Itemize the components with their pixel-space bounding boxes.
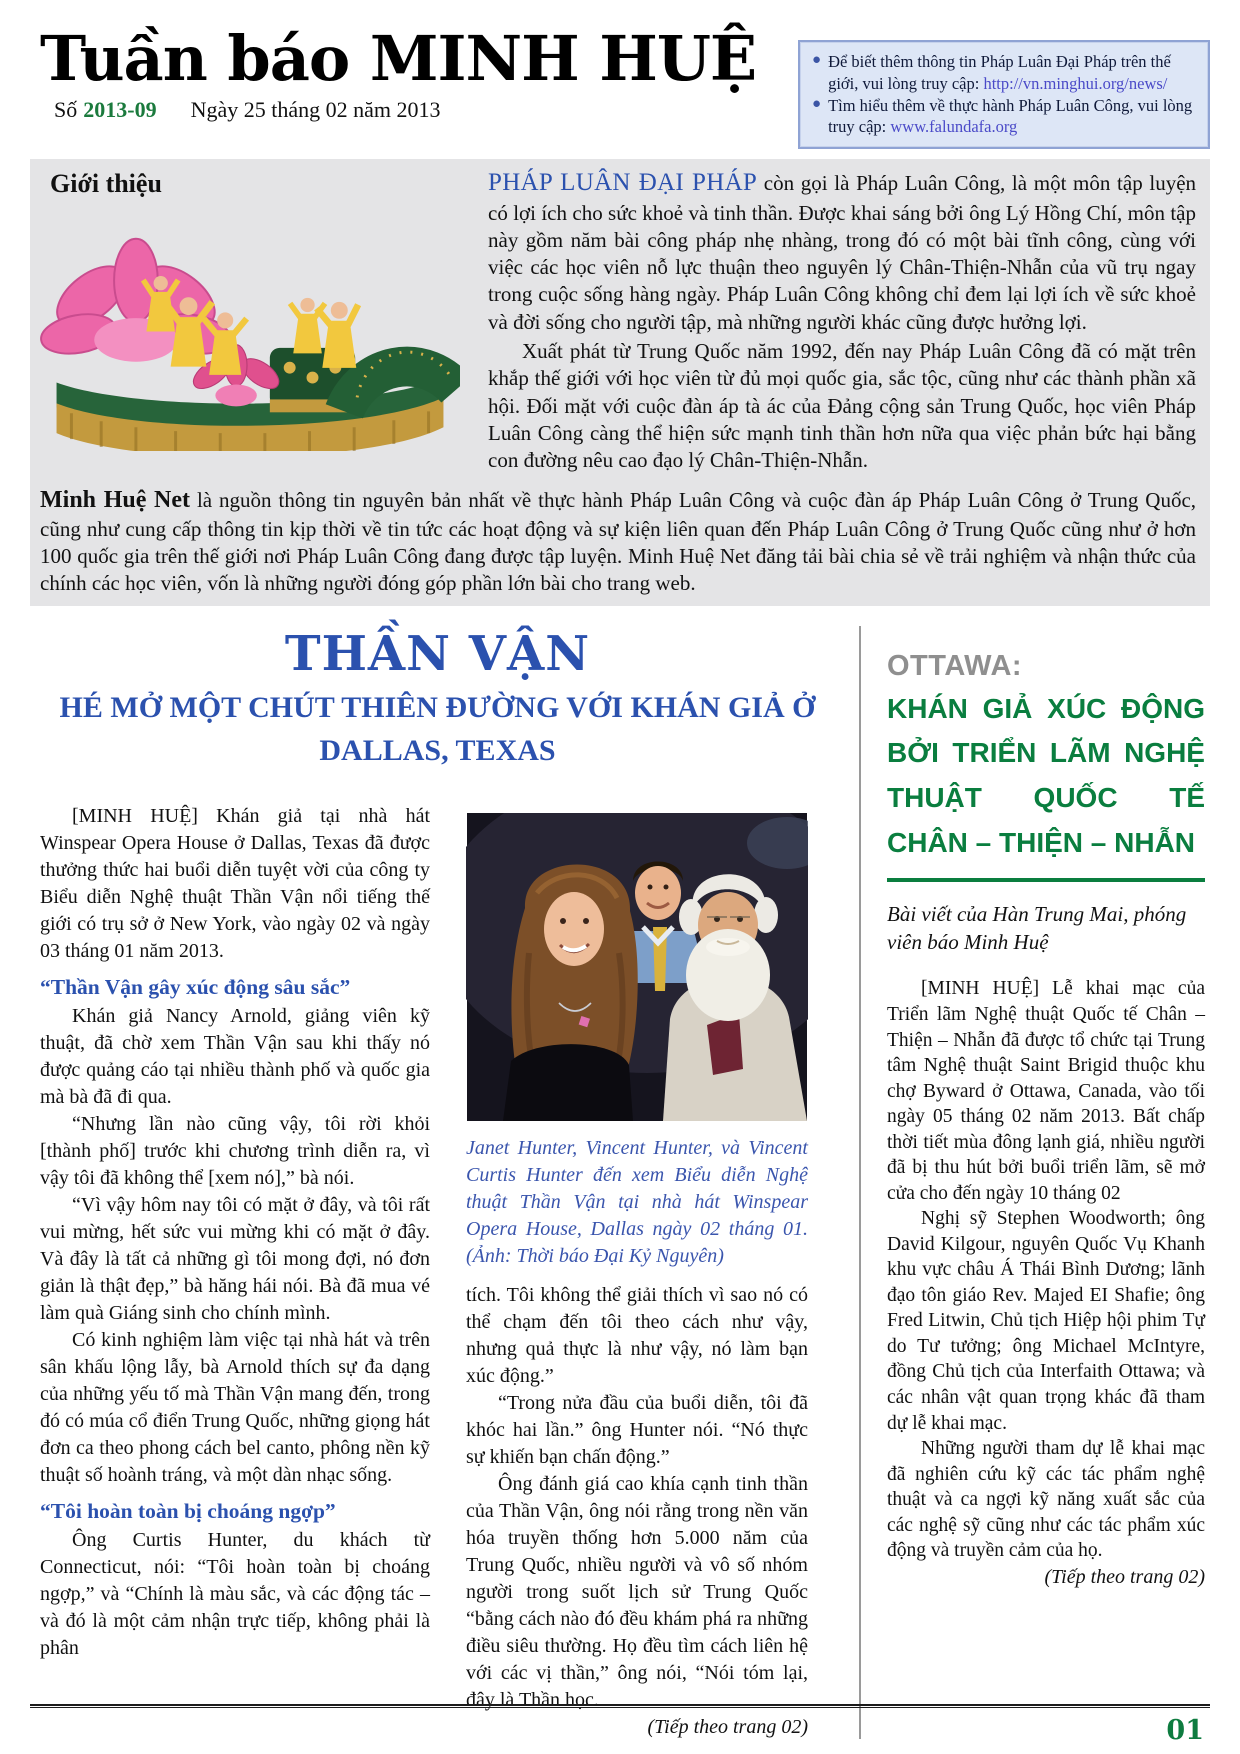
minh-hue-paragraph [40,475,1196,598]
paragraph: Những người tham dự lễ khai mạc đã nghiên cứu kỹ các tác phẩm nghệ thuật và ca ngợi kỹ năng xuất sắc của các nghệ sỹ cũng như các tác phẩm xúc động và truyền cảm của họ. [887,1438,1205,1562]
falundafa-link[interactable]: www.falundafa.org [890,117,1018,137]
page-number: 01 [1166,1715,1204,1746]
article-title: THẦN VẬN [284,625,591,682]
intro-paragraph-1-text: còn gọi là Pháp Luân Công, là một môn tập luyện có lợi ích cho sức khoẻ và tinh thần. Được khai sáng bởi ông Lý Hồng Chí, môn tập này gồm năm bài công pháp nhẹ nhàng, trong đó có một bài tĩnh công, cùng với việc các học viên nỗ lực thuận theo nguyên lý Chân-Thiện-Nhẫn của vũ trụ ngay trong cuộc sống hàng ngày. Pháp Luân Công không chỉ đem lại lợi ích về sức khoẻ và đời sống cho người tập, mà những người khác cũng được hưởng lợi. [488,171,1197,334]
header [0,0,1240,149]
paragraph: “Nhưng lần nào cũng vậy, tôi rời khỏi [thành phố] trước khi chương trình diễn ra, vì vậy tôi đã không thể [xem nó],” bà nói. [40,1112,430,1189]
article-columns [40,803,835,1739]
ottawa-article [887,626,1205,1739]
minh-hue-text: là nguồn thông tin nguyên bản nhất về thực hành Pháp Luân Công và cuộc đàn áp Pháp Luân Công ở Trung Quốc, cũng như cung cấp thông tin kịp thời về tin tức các hoạt động và sự kiện liên quan đến Pháp Luân Công ở Trung Quốc cũng như ở hơn 100 quốc gia trên thế giới nơi Pháp Luân Công đang được tập luyện. Minh Huệ Net đăng tải bài chia sẻ về trải nghiệm và nhận thức của chính các học viên, vốn là những người đóng góp phần lớn bài cho trang web. [40,487,1197,596]
paragraph: Ông đánh giá cao khía cạnh tinh thần của Thần Vận, ông nói rằng trong nền văn hóa truyền thống hơn 5.000 năm của Trung Quốc, nhiều người và vô số nhóm người trong suốt lịch sử Trung Quốc “bằng cách nào đó đều khám phá ra những điều siêu thường. Họ đều tìm cách liên hệ với các vị thần,” ông nói, “Nói tóm lại, đây là Thần học. [466,1472,808,1711]
paragraph: Có kinh nghiệm làm việc tại nhà hát và trên sân khấu lộng lẫy, bà Arnold thích sự đa dạng của những yếu tố mà Thần Vận mang đến, trong đó có múa cổ điển Trung Quốc, những giọng hát đơn ca theo phong cách bel canto, phông nền kỹ thuật số hoành tráng, và một dàn nhạc sống. [40,1328,430,1486]
paragraph: tích. Tôi không thể giải thích vì sao nó có thể chạm đến tôi theo cách như vậy, nhưng quả thực là như vậy, nó làm bạn xúc động.” [466,1283,808,1387]
issue-number: 2013-09 [83,97,157,123]
section-heading: “Tôi hoàn toàn bị choáng ngợp” [40,1498,336,1523]
intro-lead: PHÁP LUÂN ĐẠI PHÁP [488,169,758,197]
column-divider [859,626,861,1739]
issue-date: Ngày 25 tháng 02 năm 2013 [190,97,441,123]
minghui-link[interactable]: http://vn.minghui.org/news/ [983,73,1168,93]
continued-note: (Tiếp theo trang 02) [1044,1565,1205,1588]
minh-hue-lead: Minh Huệ Net [40,486,191,513]
info-item [810,51,1196,95]
section-heading: “Thần Vận gây xúc động sâu sắc” [40,974,351,999]
article-subtitle: HÉ MỞ MỘT CHÚT THIÊN ĐƯỜNG VỚI KHÁN GIẢ Ở DALLAS, TEXAS [59,690,816,768]
issue-line [40,97,756,123]
photo-caption: Janet Hunter, Vincent Hunter, và Vincent Curtis Hunter đến xem Biểu diễn Nghệ thuật Thần Vận tại nhà hát Winspear Opera House, Dallas ngày 02 tháng 01. (Ảnh: Thời báo Đại Kỷ Nguyên) [466,1136,808,1267]
column-middle [466,803,808,1739]
intro-float [40,167,472,451]
info-text [828,51,1196,95]
bullet-icon: ● [812,95,822,112]
intro-label: Giới thiệu [50,169,162,199]
info-text [828,95,1196,139]
dallas-article [40,626,835,1739]
paragraph: “Trong nửa đầu của buổi diễn, tôi đã khóc hai lần.” ông Hunter nói. “Nó thực sự khiến bạn chấn động.” [466,1391,808,1468]
info-item [810,95,1196,139]
paragraph: Khán giả Nancy Arnold, giảng viên kỹ thuật, đã chờ xem Thần Vận sau khi thấy nó được quảng cáo tại nhiều thành phố và quốc gia mà bà đã đi qua. [40,1004,430,1108]
info-box [798,40,1210,149]
ottawa-headline: KHÁN GIẢ XÚC ĐỘNG BỞI TRIỂN LÃM NGHỆ THUẬT QUỐC TẾ CHÂN – THIỆN – NHẪN [887,692,1205,858]
footer-rule [30,1704,1210,1708]
paragraph: Ông Curtis Hunter, du khách từ Connecticut, nói: “Tôi hoàn toàn bị choáng ngợp,” và “Chính là màu sắc, và các động tác – và đó là một cảm nhận trực tiếp, không phải là phân [40,1528,430,1659]
ottawa-location: OTTAWA: [887,649,1023,682]
paragraph: Nghị sỹ Stephen Woodworth; ông David Kilgour, nguyên Quốc Vụ Khanh khu vực châu Á Thái Bình Dương; lãnh đạo tôn giáo Rev. Majed EI Shafie; ông Fred Litwin, Chủ tịch Hiệp hội phim Tự do Tư tưởng; ông Michael McIntyre, đồng Chủ tịch của Interfaith Ottawa; và các nhân vật quan trọng khác đã tham dự lễ khai mạc. [887,1208,1205,1434]
main-content [40,626,1210,1739]
continued-note: (Tiếp theo trang 02) [647,1715,808,1738]
info-text-label: Tìm hiểu thêm về thực hành Pháp Luân Công, vui lòng truy cập: [828,95,1193,137]
info-text-label: Để biết thêm thông tin Pháp Luân Đại Pháp trên thế giới, vui lòng truy cập: [828,52,1171,93]
paragraph: [MINH HUỆ] Khán giả tại nhà hát Winspear Opera House ở Dallas, Texas đã được thưởng thức hai buổi diễn tuyệt vời của công ty Biểu diễn Nghệ thuật Thần Vận nổi tiếng thế giới có trụ sở ở New York, vào ngày 02 và ngày 03 tháng 01 năm 2013. [40,804,430,962]
headline-rule [887,878,1205,882]
issue-label: Số [54,97,78,123]
paragraph: [MINH HUỆ] Lễ khai mạc của Triển lãm Nghệ thuật Quốc tế Chân – Thiện – Nhẫn đã được tổ chức tại Trung tâm Nghệ thuật Saint Brigid thuộc khu chợ Byward ở Ottawa, Canada, vào tối ngày 05 tháng 02 năm 2013. Bất chấp thời tiết mùa đông lạnh giá, nhiều người đã bị thu hút bởi buổi triển lãm, sẽ mở cửa cho đến ngày 10 tháng 02 [887,978,1205,1204]
intro-paragraph-2: Xuất phát từ Trung Quốc năm 1992, đến nay Pháp Luân Công đã có mặt trên khắp thế giới với học viên từ đủ mọi quốc gia, sắc tộc, cũng như các thành phần xã hội. Đối mặt với cuộc đàn áp tà ác của Đảng cộng sản Trung Quốc, học viên Pháp Luân Công càng thể hiện sức mạnh tinh thần hơn nữa qua việc phản bức hại bằng con đường nêu cao đạo lý Chân-Thiện-Nhẫn. [488,339,1196,473]
audience-photo [466,813,808,1121]
parade-float-image [40,201,460,451]
masthead-block [40,22,757,123]
masthead-title: Tuần báo MINH HUỆ [40,22,757,95]
byline: Bài viết của Hàn Trung Mai, phóng viên báo Minh Huệ [887,901,1187,955]
intro-section [30,159,1210,606]
column-left [40,803,430,1739]
bullet-icon: ● [812,52,822,68]
paragraph: “Vì vậy hôm nay tôi có mặt ở đây, và tôi rất vui mừng, hết sức vui mừng khi có mặt ở đây. Và đây là tất cả những gì tôi mong đợi, nó đơn giản là thật đẹp,” bà hăng hái nói. Bà đã mua vé làm quà Giáng sinh cho chính mình. [40,1193,430,1324]
